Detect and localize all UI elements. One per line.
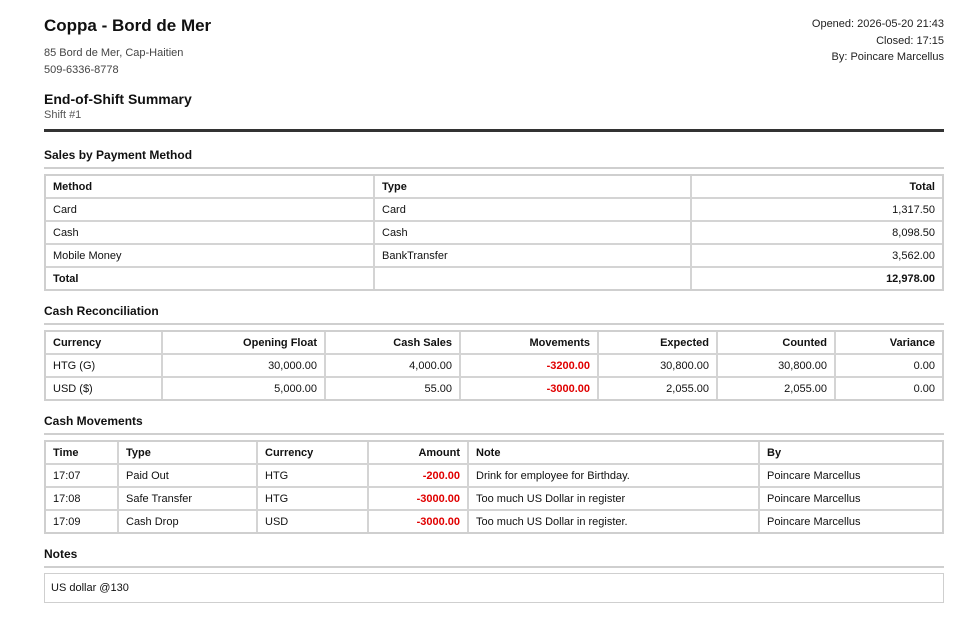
table-row bbox=[46, 222, 942, 245]
currency-cell: USD bbox=[258, 511, 369, 532]
closed-timestamp: Closed: 17:15 bbox=[876, 34, 944, 47]
type-cell: Paid Out bbox=[119, 465, 258, 488]
cash-sales-cell: 4,000.00 bbox=[326, 355, 461, 378]
column-header: By bbox=[760, 442, 942, 465]
method-cell: Cash bbox=[46, 222, 375, 245]
by-cell: Poincare Marcellus bbox=[760, 488, 942, 511]
table-row bbox=[46, 245, 942, 268]
total-cell: 8,098.50 bbox=[692, 222, 942, 245]
column-header: Type bbox=[119, 442, 258, 465]
amount-cell: -3000.00 bbox=[369, 488, 469, 511]
counted-cell: 2,055.00 bbox=[718, 378, 836, 399]
type-cell: Safe Transfer bbox=[119, 488, 258, 511]
currency-cell: HTG bbox=[258, 488, 369, 511]
column-header: Opening Float bbox=[163, 332, 326, 355]
table-header-row bbox=[46, 176, 942, 199]
empty-cell bbox=[375, 268, 692, 289]
column-header: Counted bbox=[718, 332, 836, 355]
store-contact bbox=[44, 45, 944, 79]
report-page bbox=[44, 0, 944, 603]
store-phone: 509-6336-8778 bbox=[44, 64, 119, 76]
currency-cell: USD ($) bbox=[46, 378, 163, 399]
column-header: Type bbox=[375, 176, 692, 199]
currency-cell: HTG (G) bbox=[46, 355, 163, 378]
currency-cell: HTG bbox=[258, 465, 369, 488]
sales-total-row bbox=[46, 268, 942, 289]
cash-movements-table bbox=[44, 440, 944, 534]
by-cell: Poincare Marcellus bbox=[767, 515, 861, 528]
time-cell: 17:09 bbox=[46, 511, 119, 532]
cash-sales-cell: 55.00 bbox=[326, 378, 461, 399]
notes-content: US dollar @130 bbox=[44, 573, 944, 603]
movements-cell: -3200.00 bbox=[461, 355, 599, 378]
time-cell: 17:08 bbox=[46, 488, 119, 511]
opened-timestamp: Opened: 2026-05-20 21:43 bbox=[811, 18, 944, 30]
table-row bbox=[46, 465, 942, 488]
column-header: Note bbox=[469, 442, 760, 465]
column-header: Amount bbox=[369, 442, 469, 465]
type-cell: Card bbox=[375, 199, 692, 222]
column-header: Variance bbox=[836, 332, 942, 355]
column-header: Cash Sales bbox=[326, 332, 461, 355]
sales-section-title: Sales by Payment Method bbox=[44, 148, 193, 162]
time-cell: 17:07 bbox=[46, 465, 119, 488]
table-header-row bbox=[46, 442, 942, 465]
amount-cell: -3000.00 bbox=[369, 511, 469, 532]
cash-reconciliation-table bbox=[44, 330, 944, 401]
grand-total-value: 12,978.00 bbox=[886, 272, 935, 285]
store-address: 85 Bord de Mer, Cap-Haitien bbox=[44, 47, 184, 59]
type-cell: BankTransfer bbox=[375, 245, 692, 268]
sales-table bbox=[44, 174, 944, 291]
reconciliation-section-title: Cash Reconciliation bbox=[44, 304, 159, 318]
counted-cell: 30,800.00 bbox=[718, 355, 836, 378]
table-row bbox=[46, 199, 942, 222]
section-divider bbox=[44, 167, 944, 169]
shift-number: Shift #1 bbox=[44, 109, 82, 121]
total-cell: 3,562.00 bbox=[692, 245, 942, 268]
report-title: End-of-Shift Summary bbox=[44, 91, 192, 107]
note-cell: Too much US Dollar in register. bbox=[469, 511, 760, 532]
closed-by: By: Poincare Marcellus bbox=[831, 51, 944, 63]
table-row bbox=[46, 511, 942, 532]
column-header: Expected bbox=[599, 332, 718, 355]
by-cell: Poincare Marcellus bbox=[760, 465, 942, 488]
table-row bbox=[46, 355, 942, 378]
expected-cell: 2,055.00 bbox=[599, 378, 718, 399]
method-cell: Card bbox=[46, 199, 375, 222]
section-divider bbox=[44, 433, 944, 435]
section-divider bbox=[44, 566, 944, 568]
column-header: Time bbox=[46, 442, 119, 465]
amount-cell: -200.00 bbox=[369, 465, 469, 488]
table-row bbox=[46, 488, 942, 511]
note-cell: Too much US Dollar in register bbox=[469, 488, 760, 511]
note-cell: Drink for employee for Birthday. bbox=[469, 465, 760, 488]
notes-section-title: Notes bbox=[44, 547, 78, 561]
variance-cell: 0.00 bbox=[913, 382, 935, 395]
variance-cell: 0.00 bbox=[836, 355, 942, 378]
opening-float-cell: 5,000.00 bbox=[163, 378, 326, 399]
table-header-row bbox=[46, 332, 942, 355]
total-label: Total bbox=[46, 268, 375, 289]
column-header: Movements bbox=[461, 332, 599, 355]
type-cell: Cash bbox=[375, 222, 692, 245]
table-row bbox=[46, 378, 942, 399]
header-divider bbox=[44, 129, 944, 132]
column-header: Total bbox=[692, 176, 942, 199]
column-header: Currency bbox=[258, 442, 369, 465]
movements-cell: -3000.00 bbox=[461, 378, 599, 399]
column-header: Method bbox=[46, 176, 375, 199]
section-divider bbox=[44, 323, 944, 325]
method-cell: Mobile Money bbox=[46, 245, 375, 268]
column-header: Currency bbox=[46, 332, 163, 355]
total-cell: 1,317.50 bbox=[692, 199, 942, 222]
shift-meta bbox=[812, 16, 944, 66]
type-cell: Cash Drop bbox=[119, 511, 258, 532]
opening-float-cell: 30,000.00 bbox=[163, 355, 326, 378]
movements-section-title: Cash Movements bbox=[44, 414, 143, 428]
store-name: Coppa - Bord de Mer bbox=[44, 16, 212, 35]
expected-cell: 30,800.00 bbox=[599, 355, 718, 378]
report-header bbox=[44, 16, 944, 126]
